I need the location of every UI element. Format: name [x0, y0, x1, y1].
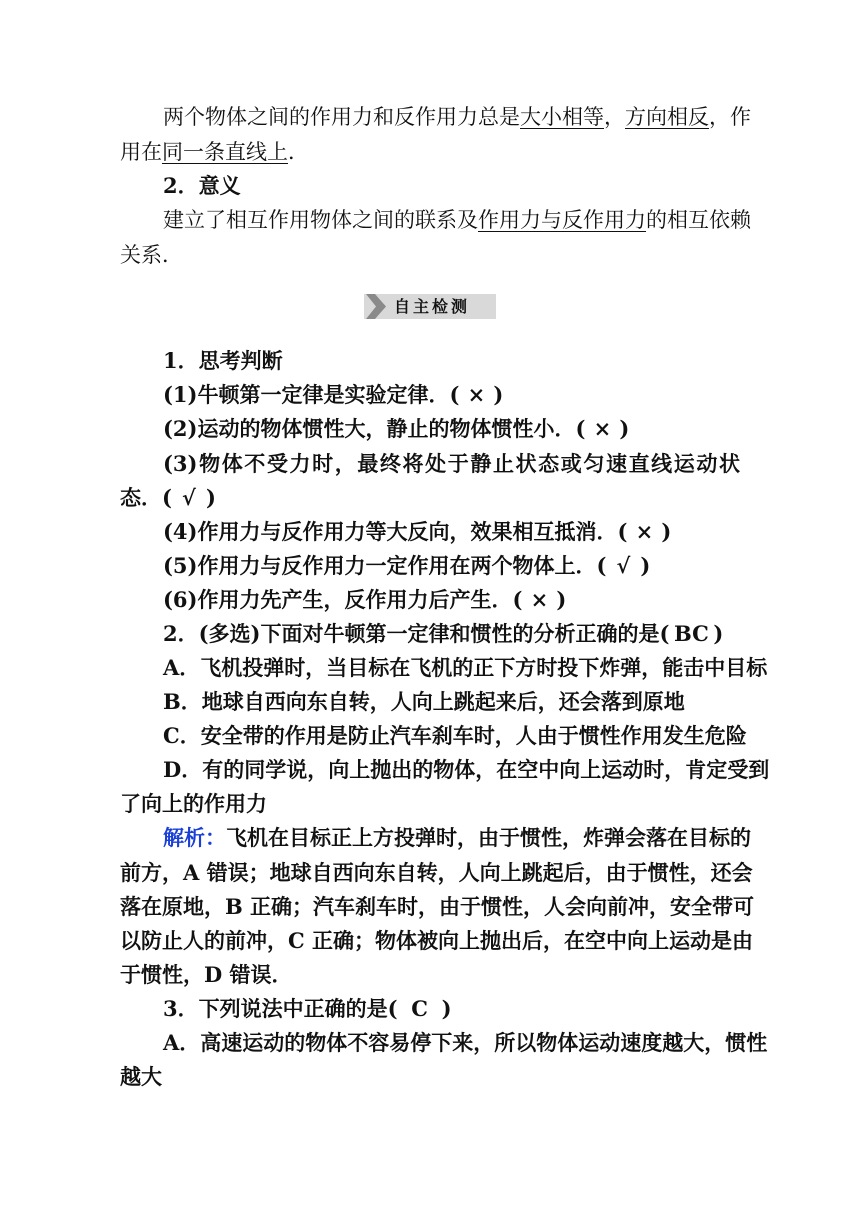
paren: )	[205, 485, 216, 510]
intro-text: ，作	[709, 105, 751, 129]
underlined-answer: 方向相反	[625, 105, 709, 129]
banner-title: 自主检测	[394, 297, 471, 316]
stem-text: 3．下列说法中正确的是(	[163, 996, 398, 1021]
question-3-stem	[163, 992, 740, 1026]
question-2-stem	[163, 617, 740, 651]
paren: )	[556, 587, 567, 612]
judge-mark: ×	[635, 519, 654, 544]
intro-text: 两个物体之间的作用力和反作用力总是	[163, 105, 520, 129]
intro-text: ，	[604, 105, 625, 129]
judge-item-2	[163, 412, 740, 446]
chevron-right-icon	[366, 294, 386, 319]
section-banner	[364, 294, 496, 319]
judge-item-3-cont	[120, 481, 740, 515]
q3-option-a-cont: 越大	[120, 1064, 162, 1089]
judge-mark: ×	[530, 587, 549, 612]
intro-text: 建立了相互作用物体之间的联系及	[163, 208, 478, 232]
paren: )	[661, 519, 672, 544]
item-text: 态．(	[120, 485, 172, 510]
paren: )	[619, 416, 630, 441]
item-text: (5)作用力与反作用力一定作用在两个物体上．(	[163, 553, 607, 578]
intro-text: ．	[288, 140, 309, 164]
option-d-cont: 了向上的作用力	[120, 791, 267, 816]
analysis-line-3: 落在原地，B 正确；汽车刹车时，由于惯性，人会向前冲，安全带可	[120, 894, 755, 919]
option-a: A．飞机投弹时，当目标在飞机的正下方时投下炸弹，能击中目标	[163, 655, 768, 680]
judge-item-3: (3)物体不受力时，最终将处于静止状态或匀速直线运动状	[163, 451, 740, 476]
intro-line-3	[163, 203, 751, 237]
intro-text: 的相互依赖	[646, 208, 751, 232]
intro-line-4: 关系．	[120, 243, 183, 267]
analysis-line-1	[163, 821, 751, 855]
item-text: (1)牛顿第一定律是实验定律．(	[163, 382, 460, 407]
analysis-text: 飞机在目标正上方投弹时，由于惯性，炸弹会落在目标的	[226, 825, 751, 850]
underlined-answer: 作用力与反作用力	[478, 208, 646, 232]
judge-mark: √	[182, 485, 196, 510]
intro-text: 用在	[120, 140, 162, 164]
option-c: C．安全带的作用是防止汽车刹车时，人由于惯性作用发生危险	[163, 723, 747, 748]
judge-mark: ×	[593, 416, 612, 441]
intro-line-1	[163, 100, 751, 134]
item-text: (2)运动的物体惯性大，静止的物体惯性小．(	[163, 416, 586, 441]
paren: )	[441, 996, 452, 1021]
item-text: (4)作用力与反作用力等大反向，效果相互抵消．(	[163, 519, 628, 544]
judge-item-6	[163, 583, 740, 617]
q3-option-a: A．高速运动的物体不容易停下来，所以物体运动速度越大，惯性	[163, 1030, 768, 1055]
paren: )	[713, 621, 724, 646]
section-heading: 2．意义	[163, 173, 241, 198]
paren: )	[640, 553, 651, 578]
judge-mark: √	[616, 553, 631, 578]
underlined-answer: 大小相等	[520, 105, 604, 129]
analysis-line-2: 前方，A 错误；地球自西向东自转，人向上跳起后，由于惯性，还会	[120, 860, 753, 885]
question-1-heading: 1．思考判断	[163, 348, 283, 373]
option-d: D．有的同学说，向上抛出的物体，在空中向上运动时，肯定受到	[163, 757, 770, 782]
answer-value: BC	[673, 621, 709, 646]
item-text: (6)作用力先产生，反作用力后产生．(	[163, 587, 523, 612]
analysis-label: 解析：	[163, 825, 226, 850]
underlined-answer: 同一条直线上	[162, 140, 288, 164]
analysis-line-4: 以防止人的前冲，C 正确；物体被向上抛出后，在空中向上运动是由	[120, 928, 754, 953]
judge-item-1	[163, 378, 740, 412]
stem-text: 2．(多选)下面对牛顿第一定律和惯性的分析正确的是(	[163, 621, 670, 646]
intro-line-2	[120, 135, 740, 169]
judge-item-4	[163, 515, 740, 549]
paren: )	[493, 382, 504, 407]
option-b: B．地球自西向东自转，人向上跳起来后，还会落到原地	[163, 689, 685, 714]
analysis-line-5: 于惯性，D 错误．	[120, 962, 293, 987]
judge-item-5	[163, 549, 740, 583]
answer-value: C	[411, 996, 428, 1021]
judge-mark: ×	[467, 382, 486, 407]
